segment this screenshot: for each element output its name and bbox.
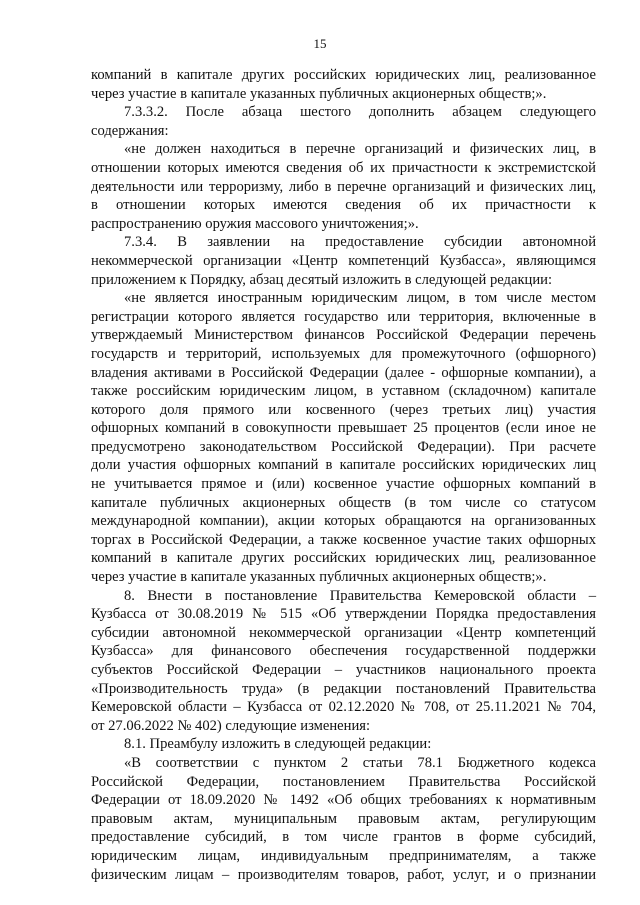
text-line: приложением к Порядку, абзац десятый изложить в следующей редакции: [91, 271, 553, 288]
text-line: которого доля прямого или косвенного (через третьих лиц) участия [91, 401, 596, 418]
text-line: «не должен находиться в перечне организаций и физических лиц, в [124, 141, 596, 158]
text-line: капитале публичных акционерных обществ (в том числе со статусом [91, 494, 596, 511]
text-line: предоставление субсидий, в том числе грантов в форме субсидий, [91, 829, 596, 846]
text-line: компаний в капитале других российских юридических лиц, реализованное [91, 550, 596, 567]
text-line: 7.3.3.2. После абзаца шестого дополнить абзацем следующего [124, 104, 596, 121]
text-line: Кузбасса» для финансового обеспечения государственной поддержки [91, 643, 596, 660]
text-line: компаний в капитале других российских юридических лиц, реализованное [91, 67, 596, 83]
text-line: субсидии автономной некоммерческой организации «Центр компетенций [91, 624, 596, 641]
text-line: 8.1. Преамбулу изложить в следующей редакции: [124, 736, 432, 753]
text-line: через участие в капитале указанных публичных акционерных обществ;». [91, 569, 547, 586]
text-line: офшорных компаний в совокупности превышает 25 процентов (если иное не [91, 420, 596, 437]
text-line: предусмотрено законодательством Российской Федерации). При расчете [91, 438, 596, 455]
text-line: международной компании), акции которых обращаются на организованных [91, 513, 596, 530]
text-line: распространению оружия массового уничтожения;». [91, 215, 419, 232]
text-line: 8. Внести в постановление Правительства Кемеровской области – [124, 587, 596, 604]
text-line: государств и территорий, используемых для промежуточного (офшорного) [91, 345, 596, 362]
text-line: субъектов Российской Федерации – участников национального проекта [91, 662, 596, 678]
text-line: содержания: [91, 122, 169, 139]
text-line: «В соответствии с пунктом 2 статьи 78.1 Бюджетного кодекса [124, 754, 596, 771]
text-line: утверждаемый Министерством финансов Российской Федерации перечень [91, 327, 596, 344]
text-line: «Производительность труда» (в редакции постановлений Правительства [91, 680, 596, 697]
text-line: юридическим лицам, индивидуальным предпринимателям, а также [91, 847, 596, 864]
text-line: торгах в Российской Федерации, а также косвенное участие таких офшорных [91, 531, 596, 548]
text-line: регистрации которого является государство или территория, включенные в [91, 308, 596, 325]
text-line: правовым актам, муниципальным правовым актам, регулирующим [91, 810, 596, 827]
text-line: деятельности или терроризму, либо в перечне организаций и физических лиц, [91, 178, 596, 195]
text-line: Кемеровской области – Кузбасса от 02.12.2020 № 708, от 25.11.2021 № 704, [91, 699, 596, 716]
text-line: некоммерческой организации «Центр компетенций Кузбасса», являющимся [91, 252, 596, 269]
text-line: Российской Федерации, постановлением Правительства Российской [91, 773, 596, 790]
text-line: владения активами в Российской Федерации (далее - офшорные компании), а [91, 364, 596, 381]
text-line: доли участия офшорных компаний в капитале российских юридических лиц [91, 457, 596, 474]
text-line: Кузбасса от 30.08.2019 № 515 «Об утверждении Порядка предоставления [91, 606, 596, 623]
page-number: 15 [313, 36, 327, 51]
text-line: 7.3.4. В заявлении на предоставление субсидии автономной [124, 234, 596, 251]
text-line: отношении которых имеются сведения об их причастности к экстремистской [91, 159, 596, 176]
text-line: через участие в капитале указанных публичных акционерных обществ;». [91, 85, 547, 102]
text-line: в отношении которых имеются сведения об их причастности к [91, 197, 596, 214]
text-line: Федерации от 18.09.2020 № 1492 «Об общих требованиях к нормативным [91, 792, 596, 809]
document-body [91, 66, 596, 884]
text-line: не учитывается прямое и (или) косвенное участие офшорных компаний в [91, 476, 596, 493]
text-line: «не является иностранным юридическим лицом, в том числе местом [124, 290, 596, 307]
text-line: от 27.06.2022 № 402) следующие изменения: [91, 717, 371, 734]
text-line: также российским юридическим лицом, в уставном (складочном) капитале [91, 383, 596, 400]
text-line: физическим лицам – производителям товаров, работ, услуг, и о признании [91, 866, 596, 883]
